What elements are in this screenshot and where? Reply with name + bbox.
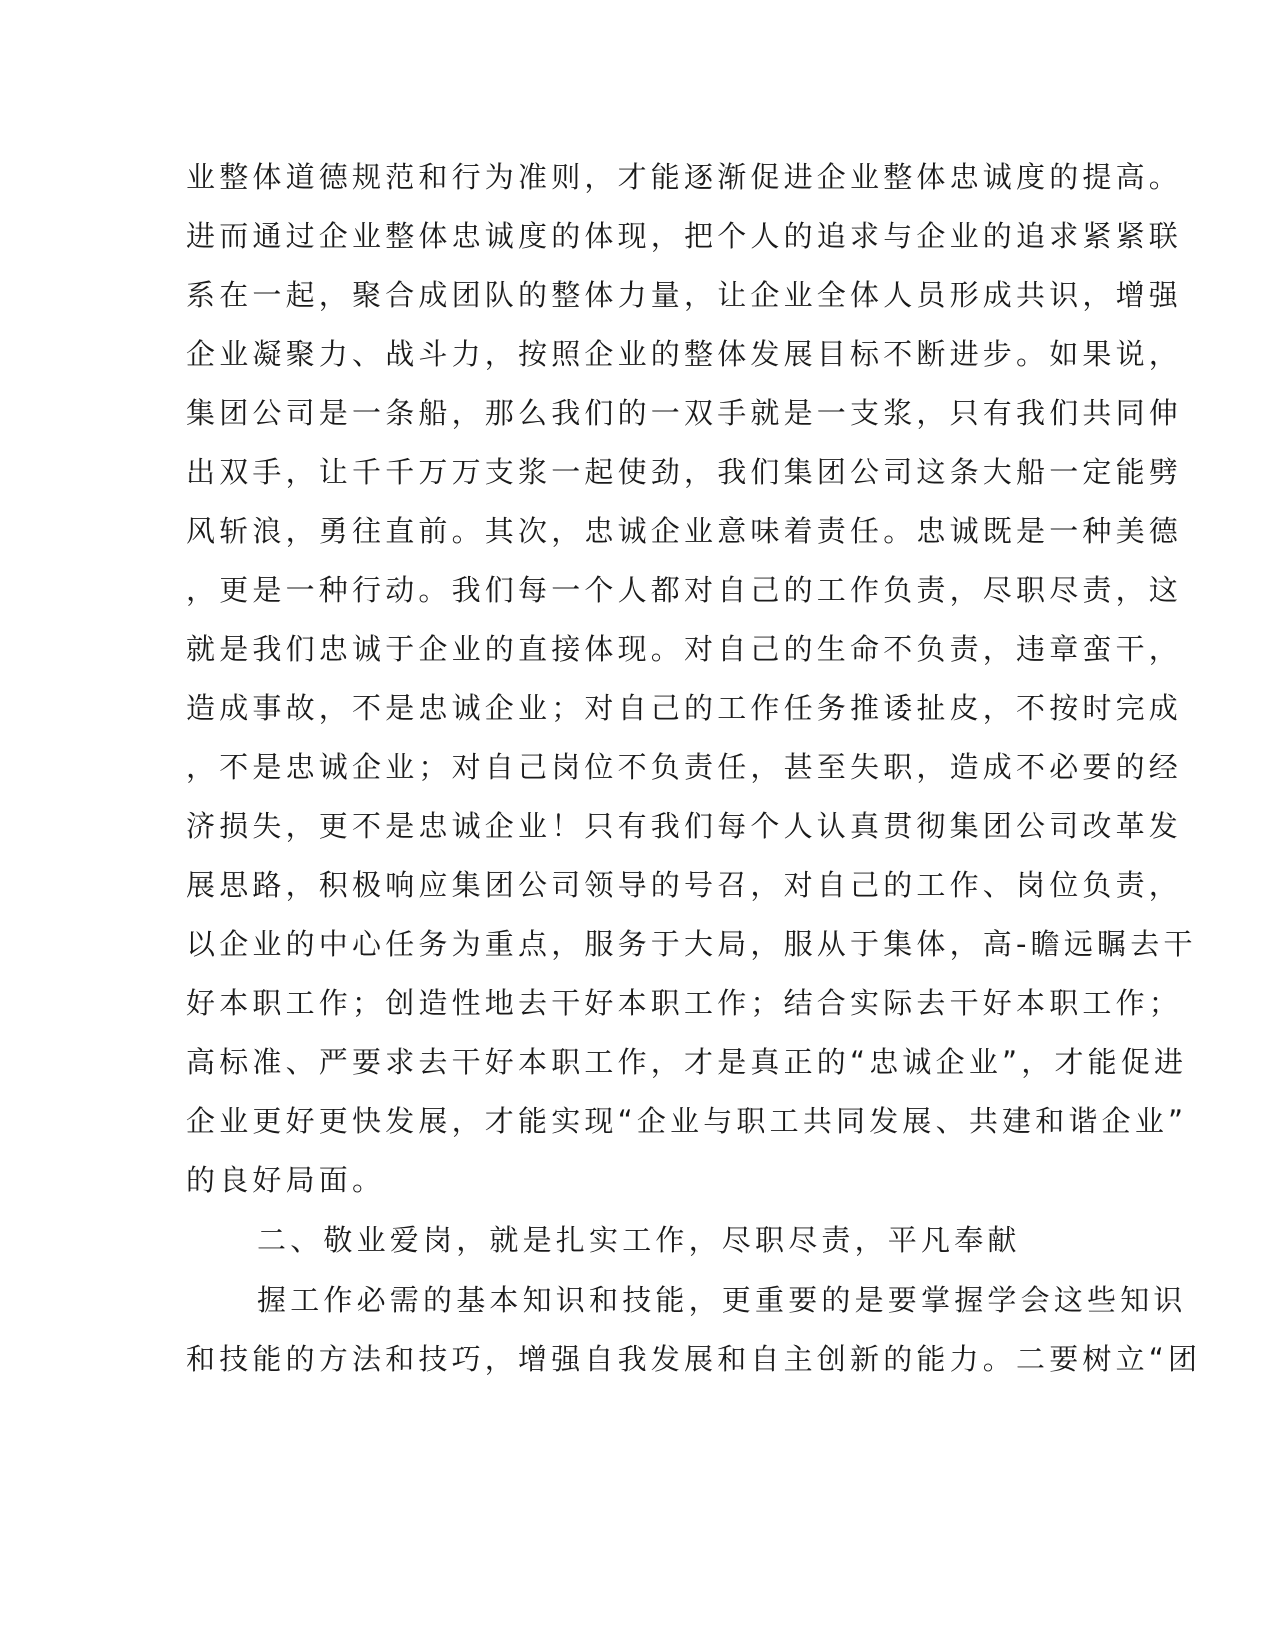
text-line: 展思路，积极响应集团公司领导的号召，对自己的工作、岗位负责，: [186, 868, 1183, 902]
text-line: 企业更好更快发展，才能实现“企业与职工共同发展、共建和谐企业”: [186, 1104, 1188, 1138]
text-line: 进而通过企业整体忠诚度的体现，把个人的追求与企业的追求紧紧联: [186, 219, 1183, 253]
body-text: [186, 148, 1202, 1389]
text-line: 的良好局面。: [186, 1163, 386, 1197]
text-line: 就是我们忠诚于企业的直接体现。对自己的生命不负责，违章蛮干，: [186, 632, 1183, 666]
text-line: 系在一起，聚合成团队的整体力量，让企业全体人员形成共识，增强: [186, 278, 1183, 312]
section-heading: 二、敬业爱岗，就是扎实工作，尽职尽责，平凡奉献: [257, 1223, 1021, 1257]
text-line: 以企业的中心任务为重点，服务于大局，服从于集体，高-瞻远瞩去干: [186, 927, 1197, 961]
text-line: ，更是一种行动。我们每一个人都对自己的工作负责，尽职尽责，这: [186, 573, 1183, 607]
text-line: ，不是忠诚企业；对自己岗位不负责任，甚至失职，造成不必要的经: [186, 750, 1183, 784]
text-line: 济损失，更不是忠诚企业！只有我们每个人认真贯彻集团公司改革发: [186, 809, 1183, 843]
text-line: 握工作必需的基本知识和技能，更重要的是要掌握学会这些知识: [257, 1283, 1187, 1317]
text-line: 和技能的方法和技巧，增强自我发展和自主创新的能力。二要树立“团: [186, 1342, 1202, 1376]
text-line: 好本职工作；创造性地去干好本职工作；结合实际去干好本职工作；: [186, 986, 1183, 1020]
text-line: 高标准、严要求去干好本职工作，才是真正的“忠诚企业”，才能促进: [186, 1045, 1188, 1079]
text-line: 企业凝聚力、战斗力，按照企业的整体发展目标不断进步。如果说，: [186, 337, 1183, 371]
text-line: 造成事故，不是忠诚企业；对自己的工作任务推诿扯皮，不按时完成: [186, 691, 1183, 725]
text-line: 风斩浪，勇往直前。其次，忠诚企业意味着责任。忠诚既是一种美德: [186, 514, 1183, 548]
text-line: 业整体道德规范和行为准则，才能逐渐促进企业整体忠诚度的提高。: [186, 160, 1183, 194]
text-line: 出双手，让千千万万支浆一起使劲，我们集团公司这条大船一定能劈: [186, 455, 1183, 489]
text-line: 集团公司是一条船，那么我们的一双手就是一支浆，只有我们共同伸: [186, 396, 1183, 430]
